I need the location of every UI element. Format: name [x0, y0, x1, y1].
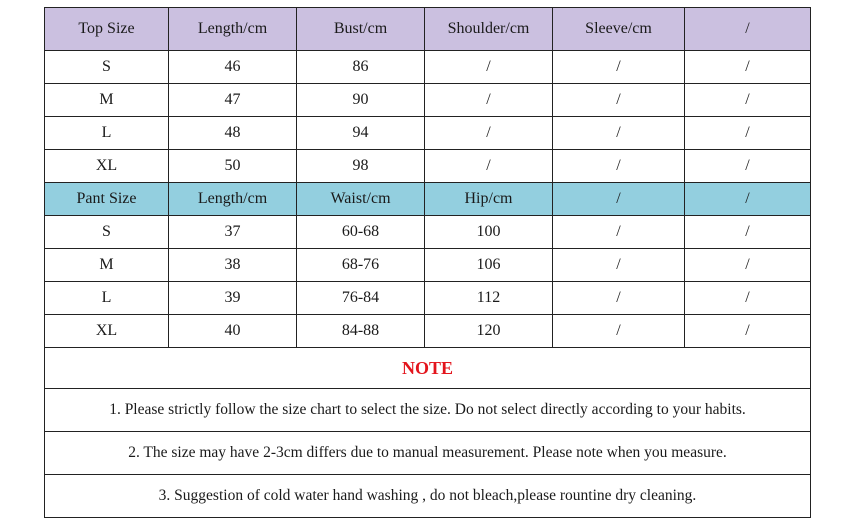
header-cell: Bust/cm	[297, 8, 425, 51]
table-cell: /	[685, 315, 811, 348]
table-row	[45, 150, 811, 183]
pant-size-header-row	[45, 183, 811, 216]
table-cell: /	[685, 216, 811, 249]
table-cell: /	[553, 315, 685, 348]
table-cell: /	[425, 150, 553, 183]
table-cell: XL	[45, 315, 169, 348]
table-cell: 76-84	[297, 282, 425, 315]
table-cell: 39	[169, 282, 297, 315]
note-title: NOTE	[45, 348, 811, 389]
table-cell: L	[45, 117, 169, 150]
header-cell: Top Size	[45, 8, 169, 51]
table-cell: 112	[425, 282, 553, 315]
table-row	[45, 216, 811, 249]
table-cell: /	[425, 117, 553, 150]
header-cell: Hip/cm	[425, 183, 553, 216]
header-cell: Sleeve/cm	[553, 8, 685, 51]
table-row	[45, 84, 811, 117]
table-cell: /	[553, 249, 685, 282]
table-cell: 60-68	[297, 216, 425, 249]
table-cell: 100	[425, 216, 553, 249]
header-cell: Shoulder/cm	[425, 8, 553, 51]
table-cell: /	[553, 84, 685, 117]
table-cell: /	[685, 150, 811, 183]
table-cell: /	[553, 150, 685, 183]
table-cell: 84-88	[297, 315, 425, 348]
table-cell: /	[425, 84, 553, 117]
table-cell: 94	[297, 117, 425, 150]
table-row	[45, 315, 811, 348]
table-cell: /	[553, 51, 685, 84]
table-cell: 98	[297, 150, 425, 183]
table-cell: 68-76	[297, 249, 425, 282]
header-cell: /	[685, 8, 811, 51]
table-cell: /	[553, 216, 685, 249]
table-cell: 86	[297, 51, 425, 84]
table-cell: 46	[169, 51, 297, 84]
header-cell: /	[553, 183, 685, 216]
top-size-header-row	[45, 8, 811, 51]
table-cell: 106	[425, 249, 553, 282]
table-cell: 120	[425, 315, 553, 348]
note-item: 1. Please strictly follow the size chart to select the size. Do not select directly according to your habits.	[45, 389, 811, 432]
table-cell: /	[685, 51, 811, 84]
note-row	[45, 389, 811, 432]
table-row	[45, 51, 811, 84]
header-cell: Length/cm	[169, 183, 297, 216]
table-cell: L	[45, 282, 169, 315]
table-cell: S	[45, 51, 169, 84]
note-item: 2. The size may have 2-3cm differs due to manual measurement. Please note when you measure.	[45, 432, 811, 475]
table-cell: /	[553, 117, 685, 150]
table-row	[45, 249, 811, 282]
header-cell: Pant Size	[45, 183, 169, 216]
note-row	[45, 432, 811, 475]
table-cell: /	[685, 117, 811, 150]
size-chart-table	[44, 7, 811, 518]
table-cell: M	[45, 84, 169, 117]
table-cell: M	[45, 249, 169, 282]
table-cell: /	[553, 282, 685, 315]
table-cell: /	[685, 84, 811, 117]
table-cell: 50	[169, 150, 297, 183]
table-cell: 90	[297, 84, 425, 117]
table-cell: 48	[169, 117, 297, 150]
header-cell: Waist/cm	[297, 183, 425, 216]
table-cell: /	[685, 282, 811, 315]
table-cell: /	[685, 249, 811, 282]
table-cell: 47	[169, 84, 297, 117]
table-cell: /	[425, 51, 553, 84]
table-row	[45, 117, 811, 150]
table-cell: XL	[45, 150, 169, 183]
table-row	[45, 282, 811, 315]
table-cell: 37	[169, 216, 297, 249]
note-row	[45, 475, 811, 518]
table-cell: 38	[169, 249, 297, 282]
header-cell: Length/cm	[169, 8, 297, 51]
note-title-row	[45, 348, 811, 389]
table-cell: S	[45, 216, 169, 249]
header-cell: /	[685, 183, 811, 216]
note-item: 3. Suggestion of cold water hand washing , do not bleach,please rountine dry cleaning.	[45, 475, 811, 518]
table-cell: 40	[169, 315, 297, 348]
